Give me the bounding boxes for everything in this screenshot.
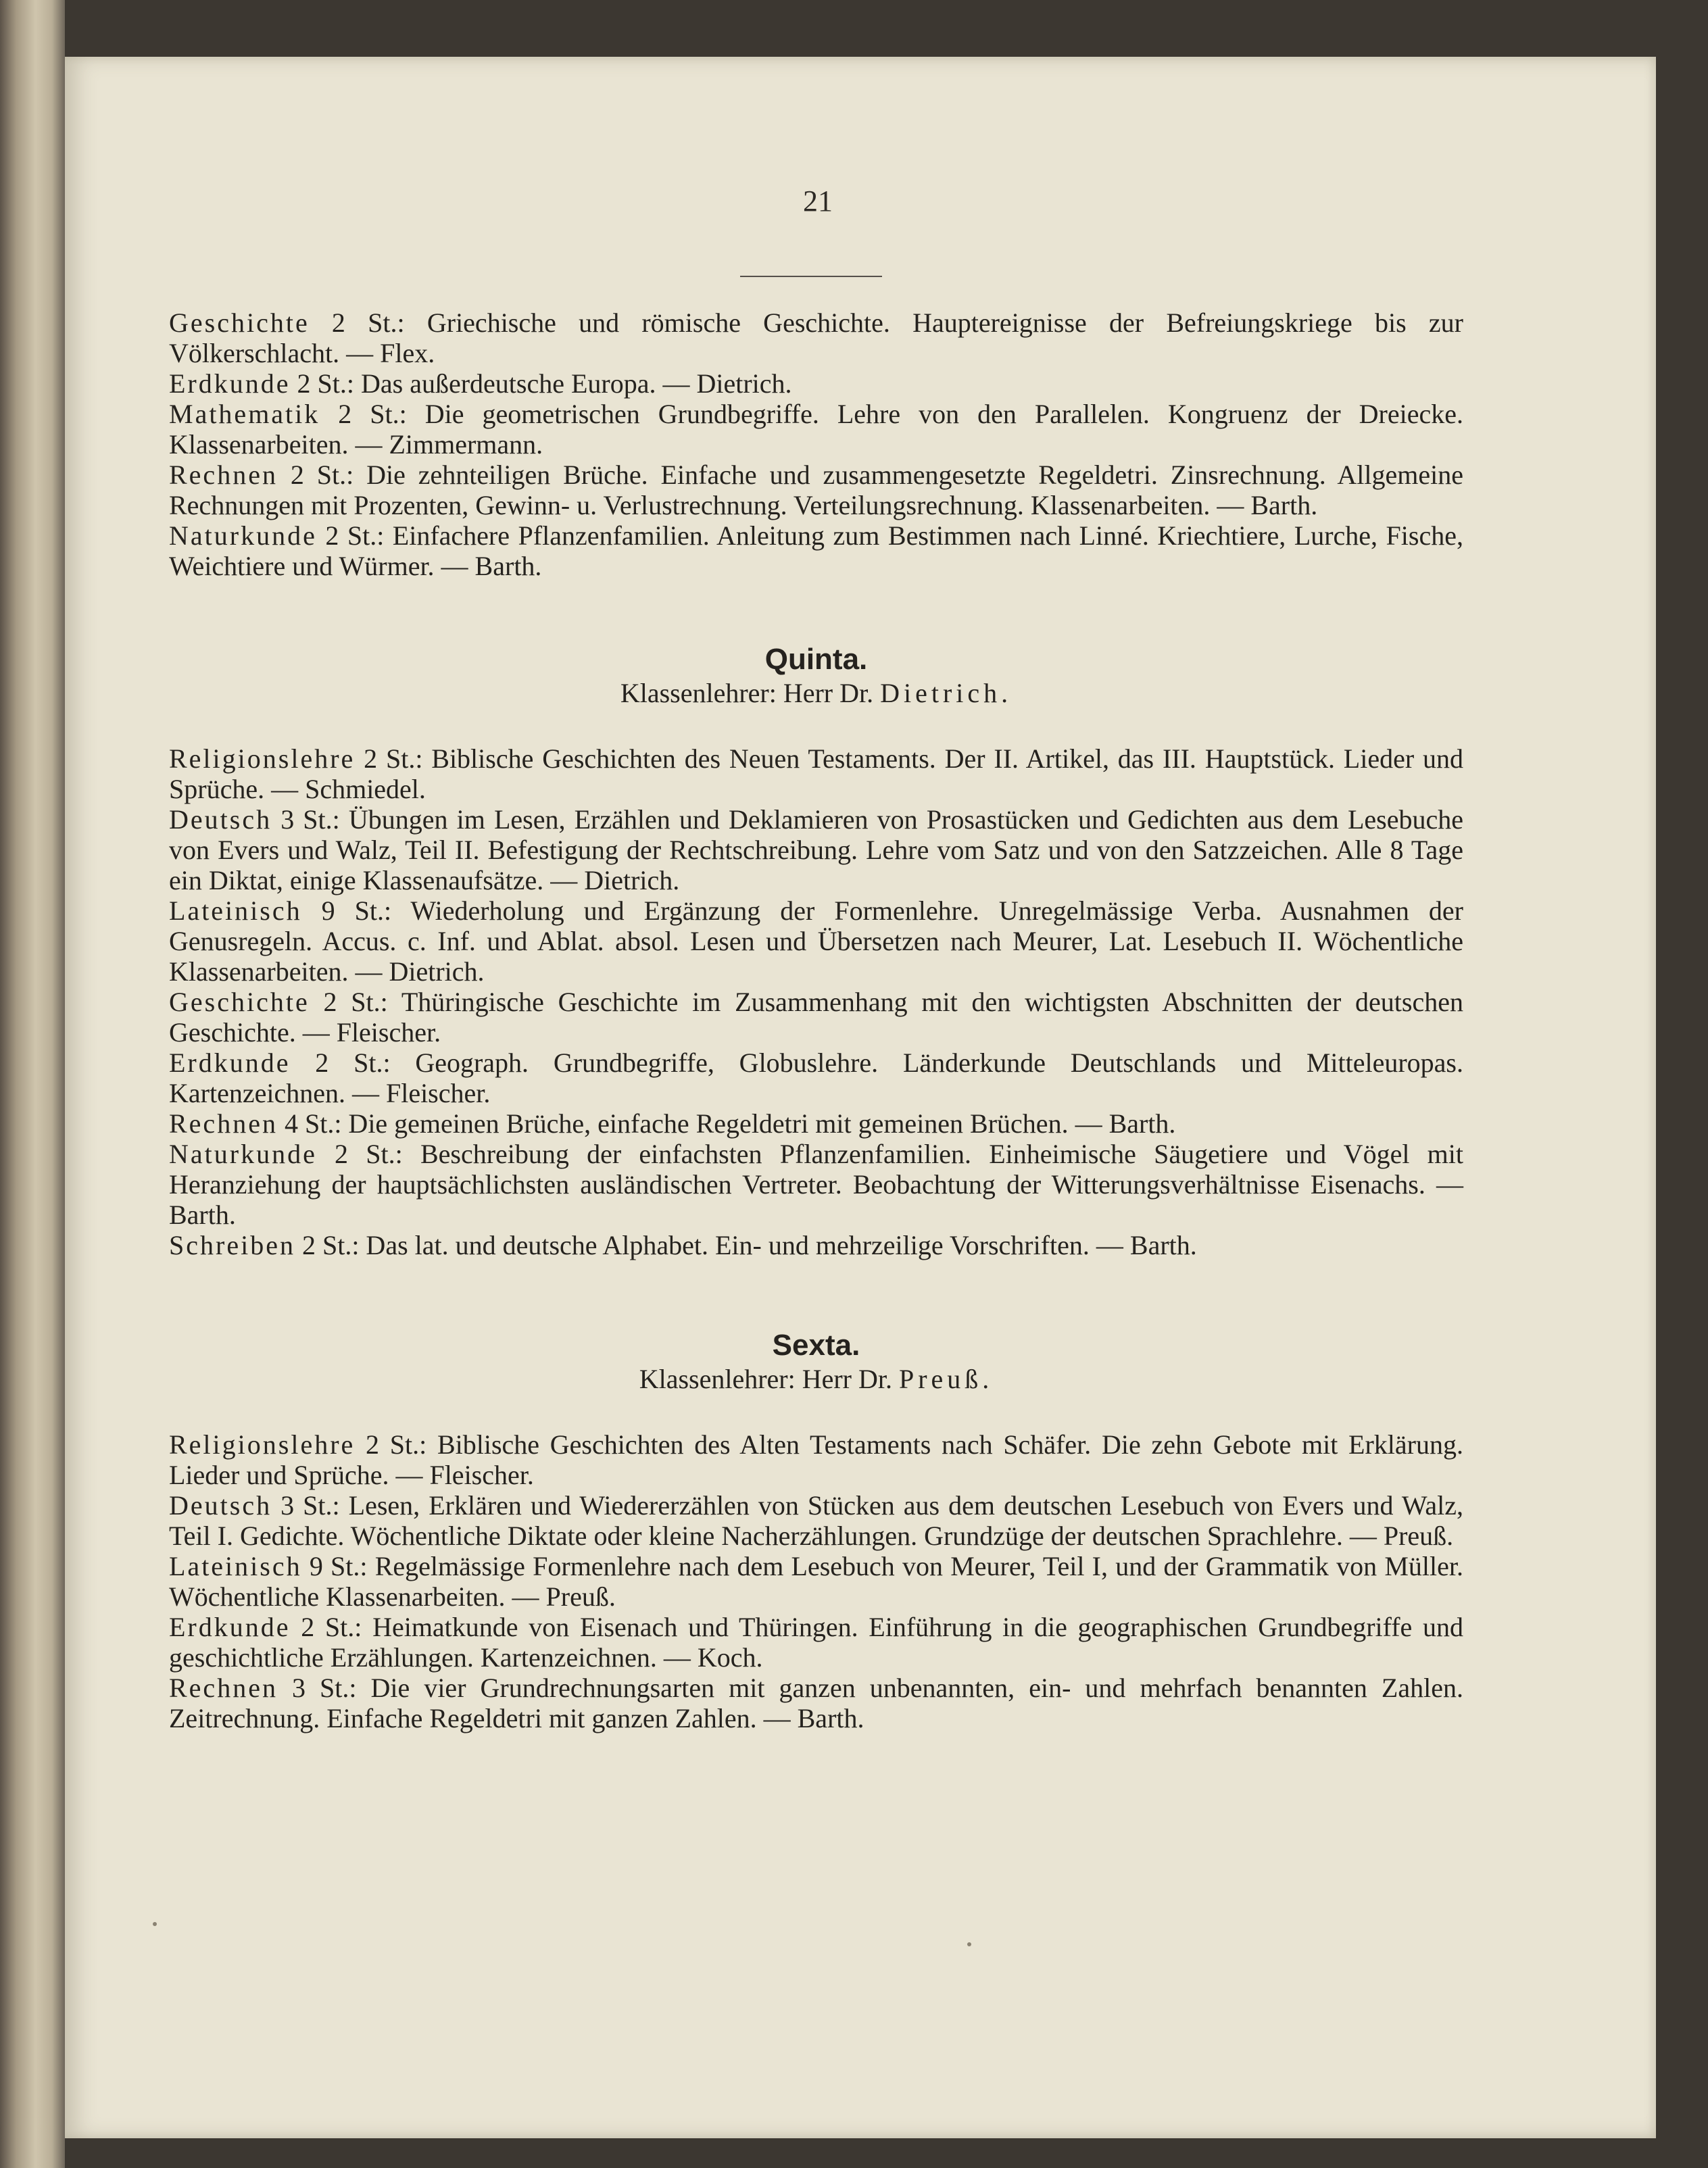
- subject-name: Rechnen: [169, 1108, 278, 1139]
- subject-name: Mathematik: [169, 399, 320, 429]
- page-number: 21: [803, 184, 833, 218]
- subject-entry: [169, 1490, 1463, 1551]
- page-number-rule: [740, 276, 882, 277]
- subject-description: 9 St.: Wiederholung und Ergänzung der Formenlehre. Unregelmässige Verba. Ausnahmen der Genusregeln. Accus. c. Inf. und Ablat. absol. Lesen und Übersetzen nach Meurer, Lat. Lesebuch II. Wöchentliche Klassenarbeiten. — Dietrich.: [169, 895, 1463, 987]
- subject-description: 2 St.: Heimatkunde von Eisenach und Thüringen. Einführung in die geographischen Grundbegriffe und geschichtliche Erzählungen. Kartenzeichnen. — Koch.: [169, 1612, 1463, 1673]
- subject-entry: [169, 399, 1463, 460]
- subject-name: Erdkunde: [169, 368, 291, 399]
- subject-entry: [169, 520, 1463, 581]
- subject-description: 2 St.: Griechische und römische Geschichte. Hauptereignisse der Befreiungskriege bis zur Völkerschlacht. — Flex.: [169, 307, 1463, 368]
- subject-entry: [169, 1673, 1463, 1733]
- subject-entry: [169, 307, 1463, 368]
- page-content: [169, 307, 1463, 1733]
- subject-description: 2 St.: Beschreibung der einfachsten Pflanzenfamilien. Einheimische Säugetiere und Vögel mit Heranziehung der hauptsächlichsten ausländischen Vertreter. Beobachtung der Witterungsverhältnisse Eisenachs. — Barth.: [169, 1139, 1463, 1230]
- subject-description: 2 St.: Die zehnteiligen Brüche. Einfache und zusammengesetzte Regeldetri. Zinsrechnung. Allgemeine Rechnungen mit Prozenten, Gewinn- u. Verlustrechnung. Verteilungsrechnung. Klassenarbeiten. — Barth.: [169, 460, 1463, 520]
- previous-class-section: [169, 307, 1463, 581]
- subject-name: Religionslehre: [169, 1429, 356, 1460]
- subject-description: 2 St.: Biblische Geschichten des Neuen Testaments. Der II. Artikel, das III. Hauptstück. Lieder und Sprüche. — Schmiedel.: [169, 743, 1463, 804]
- paper-speck: [967, 1942, 971, 1946]
- class-teacher-name: Dietrich.: [880, 678, 1012, 708]
- subject-entry: [169, 987, 1463, 1048]
- subject-description: 4 St.: Die gemeinen Brüche, einfache Regeldetri mit gemeinen Brüchen. — Barth.: [277, 1108, 1176, 1139]
- subject-entry: [169, 1612, 1463, 1673]
- sexta-subjects: [169, 1429, 1463, 1733]
- book-spine-edge: [0, 0, 65, 2168]
- subject-description: 3 St.: Die vier Grundrechnungsarten mit ganzen unbenannten, ein- und mehrfach benannten Zahlen. Zeitrechnung. Einfache Regeldetri mit ganzen Zahlen. — Barth.: [169, 1673, 1463, 1733]
- subject-name: Naturkunde: [169, 520, 317, 551]
- subject-name: Lateinisch: [169, 1551, 302, 1581]
- subject-description: 2 St.: Die geometrischen Grundbegriffe. Lehre von den Parallelen. Kongruenz der Dreiecke. Klassenarbeiten. — Zimmermann.: [169, 399, 1463, 460]
- subject-entry: [169, 368, 1463, 399]
- subject-name: Erdkunde: [169, 1612, 291, 1642]
- subject-description: 2 St.: Geograph. Grundbegriffe, Globuslehre. Länderkunde Deutschlands und Mitteleuropas. Kartenzeichnen. — Fleischer.: [169, 1048, 1463, 1108]
- subject-description: 2 St.: Thüringische Geschichte im Zusammenhang mit den wichtigsten Abschnitten der deutschen Geschichte. — Fleischer.: [169, 987, 1463, 1048]
- class-teacher-line: [169, 677, 1463, 710]
- subject-entry: [169, 1108, 1463, 1139]
- subject-name: Schreiben: [169, 1230, 295, 1260]
- subject-name: Religionslehre: [169, 743, 356, 774]
- subject-entry: [169, 804, 1463, 895]
- subject-name: Deutsch: [169, 804, 272, 835]
- subject-name: Rechnen: [169, 1673, 278, 1703]
- subject-description: 3 St.: Übungen im Lesen, Erzählen und Deklamieren von Prosastücken und Gedichten aus dem Lesebuche von Evers und Walz, Teil II. Befestigung der Rechtschreibung. Lehre vom Satz und von den Satzzeichen. Alle 8 Tage ein Diktat, einige Klassenaufsätze. — Dietrich.: [169, 804, 1463, 895]
- subject-name: Geschichte: [169, 307, 310, 338]
- subject-name: Erdkunde: [169, 1048, 291, 1078]
- subject-description: 3 St.: Lesen, Erklären und Wiedererzählen von Stücken aus dem deutschen Lesebuch von Evers und Walz, Teil I. Gedichte. Wöchentliche Diktate oder kleine Nacherzählungen. Grundzüge der deutschen Sprachlehre. — Preuß.: [169, 1490, 1463, 1551]
- quinta-subjects: [169, 743, 1463, 1260]
- section-title-quinta: Quinta.: [764, 643, 868, 676]
- class-teacher-name: Preuß.: [898, 1364, 994, 1394]
- subject-entry: [169, 1429, 1463, 1490]
- subject-description: 2 St.: Das lat. und deutsche Alphabet. Ein- und mehrzeilige Vorschriften. — Barth.: [295, 1230, 1197, 1260]
- class-teacher-prefix: Klassenlehrer: Herr Dr.: [620, 678, 874, 708]
- subject-name: Geschichte: [169, 987, 310, 1017]
- subject-description: 2 St.: Einfachere Pflanzenfamilien. Anleitung zum Bestimmen nach Linné. Kriechtiere, Lurche, Fische, Weichtiere und Würmer. — Barth.: [169, 520, 1463, 581]
- subject-entry: [169, 1139, 1463, 1230]
- subject-description: 2 St.: Das außerdeutsche Europa. — Dietrich.: [290, 368, 792, 399]
- subject-name: Rechnen: [169, 460, 278, 490]
- subject-entry: [169, 1230, 1463, 1260]
- class-teacher-line: [169, 1363, 1463, 1396]
- subject-entry: [169, 1551, 1463, 1612]
- subject-name: Deutsch: [169, 1490, 272, 1521]
- section-title-sexta: Sexta.: [772, 1329, 860, 1362]
- class-teacher-prefix: Klassenlehrer: Herr Dr.: [639, 1364, 892, 1394]
- subject-entry: [169, 895, 1463, 987]
- subject-description: 9 St.: Regelmässige Formenlehre nach dem Lesebuch von Meurer, Teil I, und der Grammatik von Müller. Wöchentliche Klassenarbeiten. — Preuß.: [169, 1551, 1463, 1612]
- paper-speck: [153, 1922, 157, 1926]
- subject-entry: [169, 1048, 1463, 1108]
- subject-description: 2 St.: Biblische Geschichten des Alten Testaments nach Schäfer. Die zehn Gebote mit Erklärung. Lieder und Sprüche. — Fleischer.: [169, 1429, 1463, 1490]
- subject-entry: [169, 460, 1463, 520]
- subject-name: Naturkunde: [169, 1139, 317, 1169]
- subject-name: Lateinisch: [169, 895, 302, 926]
- subject-entry: [169, 743, 1463, 804]
